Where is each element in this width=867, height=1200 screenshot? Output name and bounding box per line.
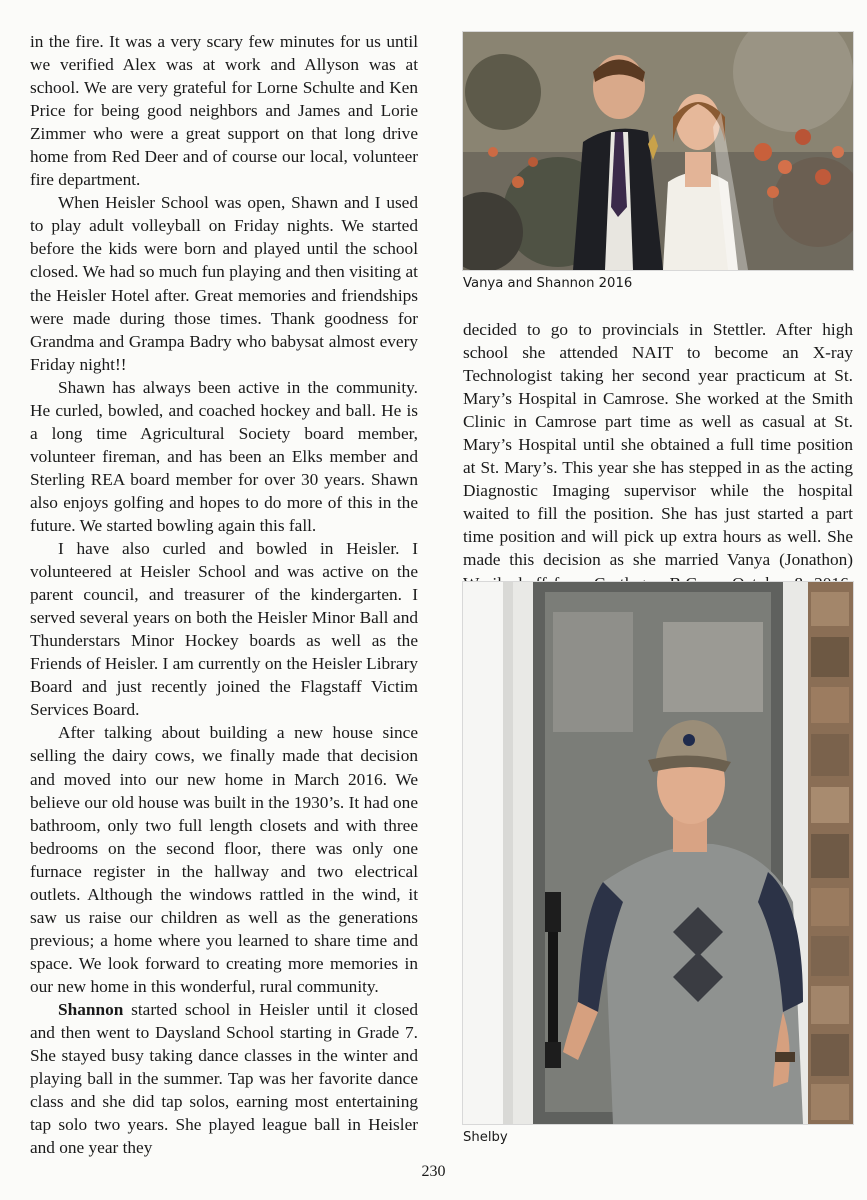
paragraph-shannon-text: started school in Heisler until it closed and then went to Daysland School starting in Grade 7. She stayed busy taking dance classes in the winter and playing ball in the summer. Tap was her favorite dance class and she did tap solos, earning most entertaining tap solo two years. She played league ball in Heisler and one year they bbox=[30, 999, 418, 1158]
left-text-column bbox=[30, 30, 418, 1159]
paragraph-volleyball: When Heisler School was open, Shawn and I used to play adult volleyball on Friday nights. We started before the kids were born and played until the school closed. We had so much fun playing and then visiting at the Heisler Hotel after. Great memories and friendships were made during those times. Thank goodness for Grandma and Grampa Badry who babysat almost every Friday night!! bbox=[30, 193, 418, 374]
paragraph-shawn-community: Shawn has always been active in the community. He curled, bowled, and coached hockey and ball. He is a long time Agricultural Society board member, volunteer fireman, and has been an Elks member and Sterling REA board member for over 30 years. Shawn also enjoys golfing and hopes to do more of this in the future. We started bowling again this fall. bbox=[30, 377, 418, 535]
wedding-photo bbox=[462, 31, 854, 271]
wedding-photo-caption: Vanya and Shannon 2016 bbox=[463, 276, 633, 291]
paragraph-shannon-continued: decided to go to provincials in Stettler. After high school she attended NAIT to become an X-ray Technologist taking her second year practicum at St. Mary’s Hospital in Camrose. She worked at the Smith Clinic in Camrose part time as well as casual at St. Mary’s Hospital until she obtained a full time position at St. Mary’s. This year she has stepped in as the acting Diagnostic Imaging supervisor while the hospital waited to fill the position. She has just started a part time position and will pick up extra hours as well. She made this decision as she married Vanya (Jonathon) bbox=[463, 320, 853, 570]
shelby-photo bbox=[462, 581, 854, 1125]
page-number: 230 bbox=[421, 1163, 446, 1180]
paragraph-fire: in the fire. It was a very scary few minutes for us until we verified Alex was at work and Allyson was at school. We are very grateful for Lorne Schulte and Ken Price for being good neighbors and James and Lorie Zimmer who were a great support on that long drive home from Red Deer and of course our local, volunteer fire department. bbox=[30, 32, 418, 190]
paragraph-shannon bbox=[30, 998, 418, 1159]
name-shannon: Shannon bbox=[58, 999, 124, 1019]
shelby-photo-caption: Shelby bbox=[463, 1130, 508, 1145]
paragraph-volunteering: I have also curled and bowled in Heisler. I volunteered at Heisler School and was active on the parent council, and treasurer of the kindergarten. I served several years on both the Heisler Minor Ball and Thunderstars Minor Hockey boards as well as the Friends of Heisler. I am currently on the Heisler Library Board and just recently joined the Flagstaff Victim Services Board. bbox=[30, 539, 418, 720]
paragraph-new-house: After talking about building a new house since selling the dairy cows, we finally made that decision and moved into our new home in March 2016. We believe our old house was built in the 1930’s. It had one bathroom, only two full length closets and with three bedrooms on the second floor, there was only one furnace register in the hallway and two electrical outlets. Although the windows rattled in the wind, it saw us raise our children as well as the generations previous; a home where you learned to share time and space. We look forward to creating more memories in our new home in this wonderful, rural community. bbox=[30, 723, 418, 996]
